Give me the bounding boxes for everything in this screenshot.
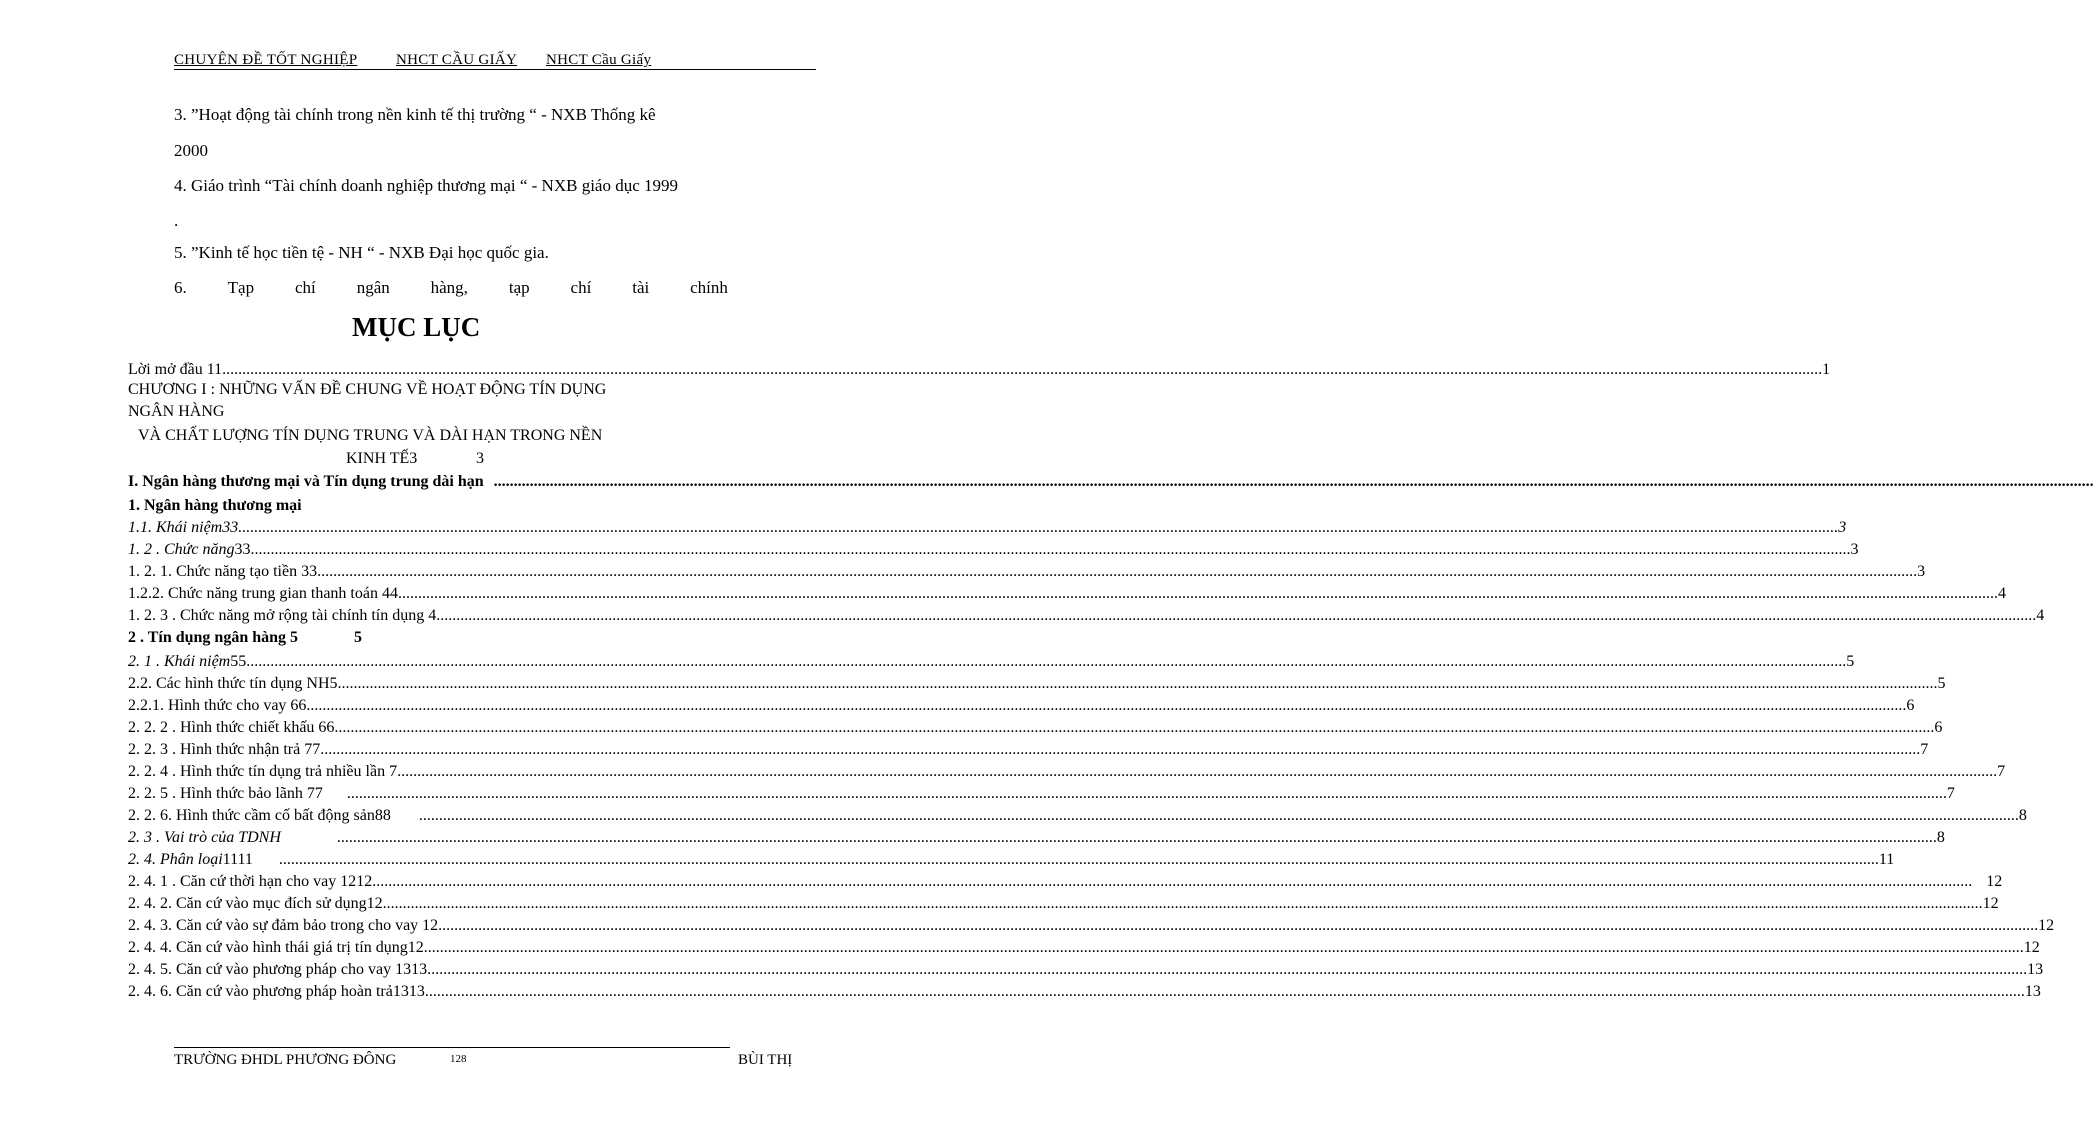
toc-entry-label: 1.2.2. Chức năng trung gian thanh toán 44 <box>128 585 398 602</box>
toc-leader-dots: ................................................................................................................................................................................................................................................................................................................................................................................................................ <box>397 585 1998 602</box>
reference-3-line2: 2000 <box>174 141 208 160</box>
toc-entry-page: 12 <box>2023 939 2040 956</box>
toc-entry-page: 6 <box>1906 697 1915 714</box>
toc-entry-label: 1.1. Khái niệm33 <box>128 519 239 536</box>
toc-leader-dots: ................................................................................................................................................................................................................................................................................................................................................................................................................ <box>278 851 1879 868</box>
toc-entry <box>128 804 2027 826</box>
toc-leader-dots: ................................................................................................................................................................................................................................................................................................................................................................................................................ <box>346 785 1947 802</box>
footer-page-number: 128 <box>450 1053 467 1065</box>
reference-6-word: tạp <box>508 278 530 297</box>
toc-entry-label: 2. 2. 3 . Hình thức nhận trả 77 <box>128 741 321 758</box>
chapter-heading-page: 3 <box>476 450 484 467</box>
toc-entry <box>128 782 1955 804</box>
toc-leader-dots: ................................................................................................................................................................................................................................................................................................................................................................................................................ <box>382 895 1983 912</box>
toc-entry-label: 2. 4. 2. Căn cứ vào mục đích sử dụng12 <box>128 895 383 912</box>
reference-6-word: hàng, <box>430 278 468 297</box>
reference-4-line1: 4. Giáo trình “Tài chính doanh nghiệp thương mại “ - NXB giáo dục 1999 <box>174 176 679 195</box>
toc-entry-label: 2. 4. 5. Căn cứ vào phương pháp cho vay 1313 <box>128 961 428 978</box>
toc-entry <box>128 760 2006 782</box>
toc-entry <box>128 672 1946 694</box>
toc-entry-page: 12 <box>1986 873 2003 890</box>
reference-6-word: chính <box>690 278 728 297</box>
reference-3-line1: 3. ”Hoạt động tài chính trong nền kinh tế thị trường “ - NXB Thống kê <box>174 105 656 124</box>
toc-entry-page: 7 <box>1946 785 1955 802</box>
toc-entry-label: 2.2.1. Hình thức cho vay 66 <box>128 697 307 714</box>
toc-entry <box>128 694 1915 716</box>
toc-entry <box>128 604 2045 626</box>
header-rule <box>174 69 816 70</box>
footer-right: BÙI THỊ <box>738 1052 793 1068</box>
toc-entry-page: 4 <box>1997 585 2006 602</box>
header-right: NHCT Cầu Giấy <box>546 52 652 68</box>
toc-leader-dots: ................................................................................................................................................................................................................................................................................................................................................................................................................ <box>222 361 1823 378</box>
toc-entry-page: 7 <box>1997 763 2006 780</box>
toc-entry-page: 4 <box>2036 607 2045 624</box>
toc-entry-page: 3 <box>1917 563 1926 580</box>
toc-leader-dots: ................................................................................................................................................................................................................................................................................................................................................................................................................ <box>436 607 2037 624</box>
toc-entry-intro <box>128 358 1831 380</box>
toc-entry-page: 3 <box>1850 541 1859 558</box>
toc-leader-dots: ................................................................................................................................................................................................................................................................................................................................................................................................................ <box>427 961 2028 978</box>
toc-entry-page: 13 <box>2027 961 2044 978</box>
reference-6-word: tài <box>632 278 650 297</box>
toc-entry-label: I. Ngân hàng thương mại và Tín dụng trung dài hạn <box>128 473 484 490</box>
toc-leader-dots: ................................................................................................................................................................................................................................................................................................................................................................................................................ <box>320 741 1921 758</box>
toc-leader-dots: ................................................................................................................................................................................................................................................................................................................................................................................................................ <box>397 763 1998 780</box>
toc-entry <box>128 914 2055 936</box>
toc-leader-dots: ................................................................................................................................................................................................................................................................................................................................................................................................................ <box>250 541 1851 558</box>
toc-entry-page: 8 <box>1936 829 1945 846</box>
reference-4-line2: . <box>174 211 179 230</box>
toc-entry-page: 12 <box>2038 917 2055 934</box>
toc-entry-label: 1. 2. 3 . Chức năng mở rộng tài chính tín dụng 4 <box>128 607 437 624</box>
toc-entry-label: 2. 4. 6. Căn cứ vào phương pháp hoàn trả1313 <box>128 983 425 1000</box>
reference-6 <box>174 277 728 299</box>
chapter-heading-line2: NGÂN HÀNG <box>128 403 225 420</box>
toc-entry-page-ref: 1111 <box>222 851 253 868</box>
toc-entry-page: 7 <box>1920 741 1929 758</box>
toc-entry-label: 2. 2. 6. Hình thức cầm cố bất động sản88 <box>128 807 391 824</box>
toc-entry-label: 2. 4. 4. Căn cứ vào hình thái giá trị tín dụng12 <box>128 939 424 956</box>
toc-entry-label: 1. 2 . Chức năng <box>128 541 235 558</box>
toc-entry <box>128 516 1847 538</box>
toc-leader-dots: ................................................................................................................................................................................................................................................................................................................................................................................................................ <box>372 873 1973 890</box>
toc-leader-dots: ................................................................................................................................................................................................................................................................................................................................................................................................................ <box>418 807 2019 824</box>
toc-entry <box>128 958 2044 980</box>
toc-entry-page: 11 <box>1878 851 1895 868</box>
toc-entry-label: 1. 2. 1. Chức năng tạo tiền 33 <box>128 563 318 580</box>
toc-entry <box>128 870 2003 892</box>
reference-6-word: chí <box>570 278 592 297</box>
toc-entry-page: 1 <box>1822 361 1831 378</box>
header-middle: NHCT CẦU GIẤY <box>396 52 518 68</box>
toc-section-I <box>128 470 2094 492</box>
reference-6-word: chí <box>295 278 316 297</box>
toc-entry-page: 12 <box>1982 895 1999 912</box>
toc-leader-dots: ................................................................................................................................................................................................................................................................................................................................................................................................................ <box>423 939 2024 956</box>
toc-entry-label: 2. 4. 3. Căn cứ vào sự đảm bảo trong cho vay 12 <box>128 917 439 934</box>
toc-entry <box>128 738 1929 760</box>
toc-entry-label: 2. 4. 1 . Căn cứ thời hạn cho vay 1212 <box>128 873 373 890</box>
toc-entry <box>128 560 1926 582</box>
toc-leader-dots: ................................................................................................................................................................................................................................................................................................................................................................................................................ <box>306 697 1907 714</box>
toc-entry <box>128 892 1999 914</box>
toc-entry-label: 2. 2. 2 . Hình thức chiết khấu 66 <box>128 719 335 736</box>
toc-entry-label: 2. 2. 4 . Hình thức tín dụng trả nhiều lần 7 <box>128 763 398 780</box>
chapter-heading-line4: KINH TẾ3 <box>346 450 418 467</box>
toc-entry-label: 2. 1 . Khái niệm <box>128 653 231 670</box>
footer-rule <box>174 1047 730 1048</box>
toc-entry <box>128 716 1943 738</box>
toc-entry-page: 3 <box>1838 519 1847 536</box>
reference-5: 5. ”Kinh tế học tiền tệ - NH “ - NXB Đại học quốc gia. <box>174 243 549 262</box>
toc-entry-label: 2.2. Các hình thức tín dụng NH5 <box>128 675 338 692</box>
toc-leader-dots: ................................................................................................................................................................................................................................................................................................................................................................................................................ <box>424 983 2025 1000</box>
toc-heading-1: 1. Ngân hàng thương mại <box>128 497 302 514</box>
toc-entry-label: 2. 4. Phân loại <box>128 851 223 868</box>
toc-entry <box>128 538 1859 560</box>
toc-entry-page: 13 <box>2024 983 2041 1000</box>
toc-entry-page-ref: 33 <box>234 541 251 558</box>
chapter-heading-line1: CHƯƠNG I : NHỮNG VẤN ĐỀ CHUNG VỀ HOẠT ĐỘNG TÍN DỤNG <box>128 381 607 398</box>
reference-6-word: 6. <box>174 278 187 297</box>
toc-leader-dots: ................................................................................................................................................................................................................................................................................................................................................................................................................ <box>438 917 2039 934</box>
toc-entry <box>128 826 1945 848</box>
toc-leader-dots: ................................................................................................................................................................................................................................................................................................................................................................................................................ <box>246 653 1847 670</box>
toc-entry <box>128 936 2040 958</box>
toc-entry-page: 5 <box>1846 653 1855 670</box>
toc-entry-page: 8 <box>2018 807 2027 824</box>
toc-leader-dots: ................................................................................................................................................................................................................................................................................................................................................................................................................ <box>238 519 1839 536</box>
reference-6-word: ngân <box>356 278 390 297</box>
chapter-heading-line3: VÀ CHẤT LƯỢNG TÍN DỤNG TRUNG VÀ DÀI HẠN TRONG NỀN <box>138 427 603 444</box>
toc-leader-dots: ................................................................................................................................................................................................................................................................................................................................................................................................................ <box>334 719 1935 736</box>
toc-entry-label: 2. 3 . Vai trò của TDNH <box>128 829 281 846</box>
footer-left: TRƯỜNG ĐHDL PHƯƠNG ĐÔNG <box>174 1052 397 1068</box>
toc-entry-label: Lời mở đầu 11 <box>128 361 223 378</box>
toc-entry-page-ref: 55 <box>230 653 247 670</box>
toc-entry <box>128 980 2041 1002</box>
toc-heading-2: 2 . Tín dụng ngân hàng 5 <box>128 629 299 646</box>
toc-entry-page: 6 <box>1934 719 1943 736</box>
toc-entry-label: 2. 2. 5 . Hình thức bảo lãnh 77 <box>128 785 323 802</box>
toc-heading-2-page: 5 <box>354 629 362 646</box>
header-left: CHUYÊN ĐỀ TỐT NGHIỆP <box>174 52 358 68</box>
reference-6-word: Tạp <box>227 278 255 297</box>
toc-leader-dots: ................................................................................................................................................................................................................................................................................................................................................................................................................ <box>493 473 2094 490</box>
toc-leader-dots: ................................................................................................................................................................................................................................................................................................................................................................................................................ <box>317 563 1918 580</box>
toc-title: MỤC LỤC <box>352 312 481 342</box>
toc-leader-dots: ................................................................................................................................................................................................................................................................................................................................................................................................................ <box>336 829 1937 846</box>
toc-entry-page: 5 <box>1937 675 1946 692</box>
toc-entry <box>128 582 2006 604</box>
toc-entry <box>128 848 1895 870</box>
toc-leader-dots: ................................................................................................................................................................................................................................................................................................................................................................................................................ <box>337 675 1938 692</box>
toc-entry <box>128 650 1855 672</box>
